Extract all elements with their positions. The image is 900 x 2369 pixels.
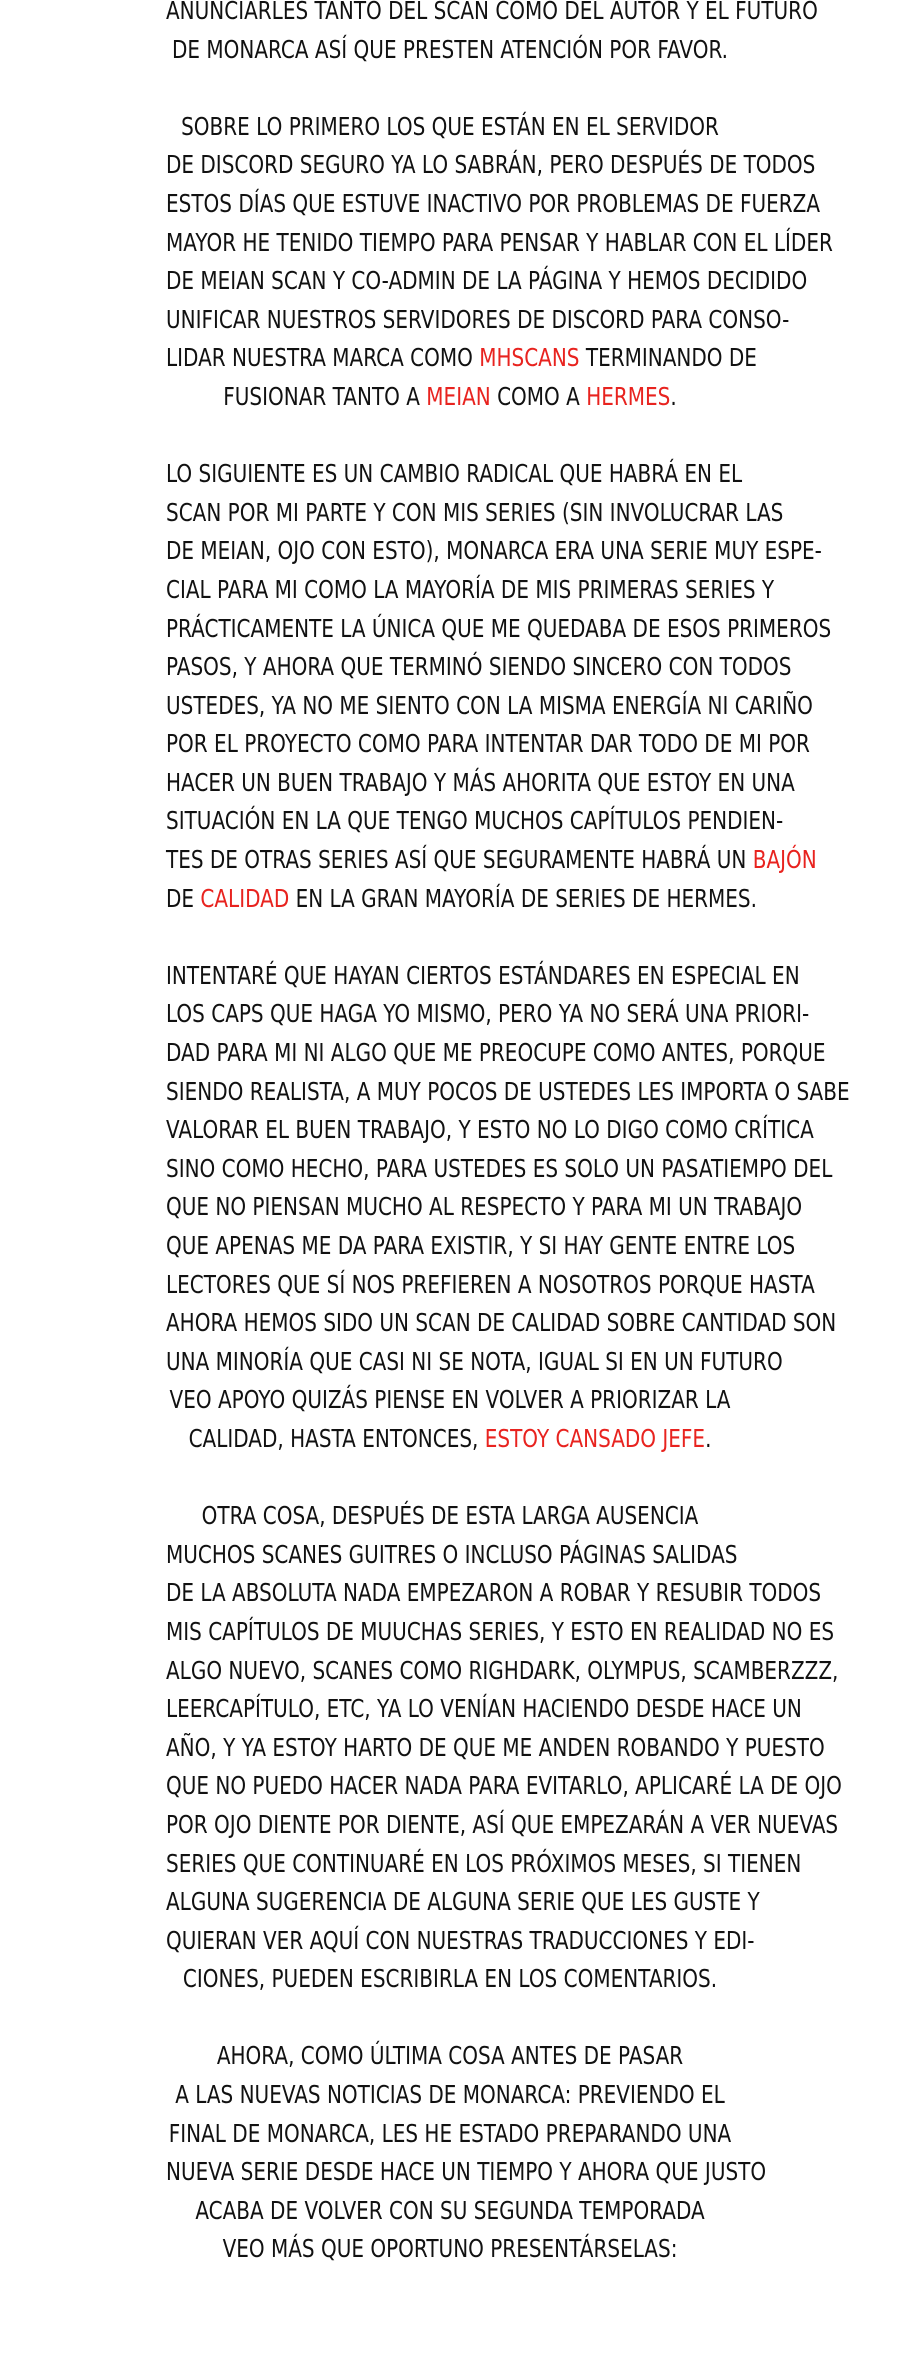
- text-segment: PASOS, Y AHORA QUE TERMINÓ SIENDO SINCERO CON TODOS: [166, 652, 792, 682]
- text-line: [166, 2115, 734, 2154]
- text-line: [166, 378, 734, 417]
- text-segment: SERIES QUE CONTINUARÉ EN LOS PRÓXIMOS MESES, SI TIENEN: [166, 1848, 802, 1878]
- text-line: [166, 1073, 850, 1112]
- text-segment: DE LA ABSOLUTA NADA EMPEZARON A ROBAR Y RESUBIR TODOS: [166, 1578, 822, 1608]
- text-segment: ALGUNA SUGERENCIA DE ALGUNA SERIE QUE LES GUSTE Y: [166, 1887, 760, 1917]
- text-line: [166, 1806, 839, 1845]
- text-segment: EN LA GRAN MAYORÍA DE SERIES DE HERMES.: [289, 883, 757, 913]
- text-line: [166, 1420, 734, 1459]
- text-line: [166, 1188, 803, 1227]
- text-segment: MIS CAPÍTULOS DE MUUCHAS SERIES, Y ESTO EN REALIDAD NO ES: [166, 1616, 835, 1646]
- paragraph: [166, 1497, 842, 1999]
- text-line: [166, 532, 822, 571]
- text-line: [166, 1497, 734, 1536]
- text-line: [166, 2153, 767, 2192]
- text-line: [166, 1845, 802, 1884]
- paragraph: [166, 455, 832, 918]
- text-segment: CIAL PARA MI COMO LA MAYORÍA DE MIS PRIMERAS SERIES Y: [166, 574, 775, 604]
- text-segment: OTRA COSA, DESPUÉS DE ESTA LARGA AUSENCIA: [201, 1501, 699, 1531]
- text-segment: LEERCAPÍTULO, ETC, YA LO VENÍAN HACIENDO DESDE HACE UN: [166, 1694, 802, 1724]
- text-segment: AHORA, COMO ÚLTIMA COSA ANTES DE PASAR: [216, 2041, 684, 2071]
- text-segment: DAD PARA MI NI ALGO QUE ME PREOCUPE COMO ANTES, PORQUE: [166, 1038, 826, 1068]
- text-segment: LOS CAPS QUE HAGA YO MISMO, PERO YA NO SERÁ UNA PRIORI-: [166, 999, 810, 1029]
- text-segment: PRÁCTICAMENTE LA ÚNICA QUE ME QUEDABA DE ESOS PRIMEROS: [166, 613, 832, 643]
- text-line: [166, 802, 784, 841]
- text-line: [166, 146, 816, 185]
- text-segment: LIDAR NUESTRA MARCA COMO: [166, 343, 480, 373]
- text-line: [166, 1304, 837, 1343]
- text-segment: QUE NO PIENSAN MUCHO AL RESPECTO Y PARA MI UN TRABAJO: [166, 1192, 803, 1222]
- text-line: [166, 1767, 842, 1806]
- text-segment: DE MEIAN, OJO CON ESTO), MONARCA ERA UNA SERIE MUY ESPE-: [166, 536, 822, 566]
- text-segment: AÑO, Y YA ESTOY HARTO DE QUE ME ANDEN ROBANDO Y PUESTO: [166, 1732, 825, 1762]
- text-line: [166, 31, 734, 70]
- text-line: [166, 995, 810, 1034]
- text-line: [166, 610, 832, 649]
- text-segment: QUE NO PUEDO HACER NADA PARA EVITARLO, APLICARÉ LA DE OJO: [166, 1771, 842, 1801]
- text-line: [166, 571, 775, 610]
- text-segment: COMO A: [490, 381, 587, 411]
- text-line: [166, 494, 784, 533]
- text-segment: TES DE OTRAS SERIES ASÍ QUE SEGURAMENTE HABRÁ UN: [166, 845, 753, 875]
- text-segment: AHORA HEMOS SIDO UN SCAN DE CALIDAD SOBRE CANTIDAD SON: [166, 1308, 837, 1338]
- text-segment: TERMINANDO DE: [579, 343, 757, 373]
- text-line: [166, 1034, 826, 1073]
- text-line: [166, 1729, 825, 1768]
- text-segment: .: [705, 1423, 712, 1453]
- text-segment: QUE APENAS ME DA PARA EXISTIR, Y SI HAY GENTE ENTRE LOS: [166, 1231, 796, 1260]
- text-line: [166, 2076, 734, 2115]
- text-segment: LO SIGUIENTE ES UN CAMBIO RADICAL QUE HABRÁ EN EL: [166, 459, 743, 489]
- text-segment: POR EL PROYECTO COMO PARA INTENTAR DAR TODO DE MI POR: [166, 729, 810, 759]
- text-segment: .: [670, 381, 677, 411]
- text-line: [166, 1381, 734, 1420]
- text-line: [166, 1227, 796, 1266]
- text-line: [166, 648, 792, 687]
- text-segment: A LAS NUEVAS NOTICIAS DE MONARCA: PREVIENDO EL: [175, 2080, 725, 2110]
- text-line: [166, 262, 808, 301]
- text-segment: NUEVA SERIE DESDE HACE UN TIEMPO Y AHORA QUE JUSTO: [166, 2157, 767, 2187]
- highlighted-text: MEIAN: [426, 381, 491, 411]
- highlighted-text: BAJÓN: [752, 845, 817, 875]
- text-line: [166, 1652, 839, 1691]
- highlighted-text: ESTOY CANSADO JEFE: [484, 1423, 706, 1453]
- text-line: [166, 880, 757, 919]
- text-segment: MAYOR HE TENIDO TIEMPO PARA PENSAR Y HABLAR CON EL LÍDER: [166, 227, 833, 257]
- text-line: [166, 108, 734, 147]
- text-line: [166, 185, 821, 224]
- text-segment: SIENDO REALISTA, A MUY POCOS DE USTEDES LES IMPORTA O SABE: [166, 1076, 850, 1106]
- text-segment: UNIFICAR NUESTROS SERVIDORES DE DISCORD PARA CONSO-: [166, 304, 790, 334]
- text-segment: VEO MÁS QUE OPORTUNO PRESENTÁRSELAS:: [222, 2234, 678, 2264]
- text-line: [166, 1883, 760, 1922]
- text-segment: DE DISCORD SEGURO YA LO SABRÁN, PERO DESPUÉS DE TODOS: [166, 150, 816, 180]
- text-line: [166, 339, 757, 378]
- text-line: [166, 2192, 734, 2231]
- paragraph: [166, 2037, 767, 2269]
- text-line: [166, 725, 810, 764]
- text-line: [166, 1690, 802, 1729]
- text-line: [166, 1613, 835, 1652]
- text-segment: MUCHOS SCANES GUITRES O INCLUSO PÁGINAS SALIDAS: [166, 1539, 738, 1569]
- text-line: [166, 1922, 755, 1961]
- text-segment: POR OJO DIENTE POR DIENTE, ASÍ QUE EMPEZARÁN A VER NUEVAS: [166, 1809, 839, 1839]
- text-segment: USTEDES, YA NO ME SIENTO CON LA MISMA ENERGÍA NI CARIÑO: [166, 690, 813, 720]
- paragraph: [166, 0, 818, 69]
- text-segment: DE MONARCA ASÍ QUE PRESTEN ATENCIÓN POR FAVOR.: [171, 34, 729, 64]
- paragraph: [166, 108, 833, 417]
- text-line: [166, 1150, 833, 1189]
- text-line: [166, 957, 800, 996]
- text-segment: SINO COMO HECHO, PARA USTEDES ES SOLO UN PASATIEMPO DEL: [166, 1153, 833, 1183]
- text-segment: ANUNCIARLES TANTO DEL SCAN COMO DEL AUTOR Y EL FUTURO: [166, 0, 818, 25]
- text-line: [166, 1536, 738, 1575]
- text-segment: VEO APOYO QUIZÁS PIENSE EN VOLVER A PRIORIZAR LA: [169, 1385, 731, 1415]
- text-segment: UNA MINORÍA QUE CASI NI SE NOTA, IGUAL SI EN UN FUTURO: [166, 1346, 783, 1376]
- text-line: [166, 1111, 814, 1150]
- text-segment: DE: [166, 883, 201, 913]
- text-segment: SOBRE LO PRIMERO LOS QUE ESTÁN EN EL SERVIDOR: [181, 111, 719, 141]
- text-line: [166, 301, 790, 340]
- text-line: [166, 764, 795, 803]
- text-segment: ALGO NUEVO, SCANES COMO RIGHDARK, OLYMPUS, SCAMBERZZZ,: [166, 1655, 839, 1685]
- text-line: [166, 0, 818, 31]
- paragraph: [166, 957, 850, 1459]
- text-segment: QUIERAN VER AQUÍ CON NUESTRAS TRADUCCIONES Y EDI-: [166, 1925, 755, 1955]
- text-line: [166, 1266, 815, 1305]
- text-line: [166, 1574, 822, 1613]
- text-segment: FINAL DE MONARCA, LES HE ESTADO PREPARANDO UNA: [168, 2118, 732, 2148]
- text-line: [166, 841, 817, 880]
- text-segment: CIONES, PUEDEN ESCRIBIRLA EN LOS COMENTARIOS.: [182, 1964, 718, 1994]
- text-segment: ACABA DE VOLVER CON SU SEGUNDA TEMPORADA: [195, 2195, 705, 2225]
- text-segment: INTENTARÉ QUE HAYAN CIERTOS ESTÁNDARES EN ESPECIAL EN: [166, 960, 800, 990]
- text-line: [166, 2037, 734, 2076]
- text-segment: FUSIONAR TANTO A: [223, 381, 427, 411]
- text-segment: DE MEIAN SCAN Y CO-ADMIN DE LA PÁGINA Y HEMOS DECIDIDO: [166, 266, 808, 296]
- announcement-text: [166, 0, 850, 2308]
- text-line: [166, 224, 833, 263]
- text-line: [166, 1343, 783, 1382]
- text-segment: SCAN POR MI PARTE Y CON MIS SERIES (SIN INVOLUCRAR LAS: [166, 497, 784, 527]
- text-line: [166, 1960, 734, 1999]
- text-line: [166, 687, 813, 726]
- text-segment: HACER UN BUEN TRABAJO Y MÁS AHORITA QUE ESTOY EN UNA: [166, 767, 795, 797]
- highlighted-text: MHSCANS: [479, 343, 580, 373]
- text-segment: CALIDAD, HASTA ENTONCES,: [188, 1423, 485, 1453]
- text-segment: ESTOS DÍAS QUE ESTUVE INACTIVO POR PROBLEMAS DE FUERZA: [166, 188, 821, 218]
- text-segment: SITUACIÓN EN LA QUE TENGO MUCHOS CAPÍTULOS PENDIEN-: [166, 806, 784, 836]
- text-line: [166, 2230, 734, 2269]
- highlighted-text: HERMES: [586, 381, 671, 411]
- text-line: [166, 455, 743, 494]
- text-segment: LECTORES QUE SÍ NOS PREFIEREN A NOSOTROS PORQUE HASTA: [166, 1269, 815, 1299]
- text-segment: VALORAR EL BUEN TRABAJO, Y ESTO NO LO DIGO COMO CRÍTICA: [166, 1115, 814, 1145]
- highlighted-text: CALIDAD: [200, 883, 290, 913]
